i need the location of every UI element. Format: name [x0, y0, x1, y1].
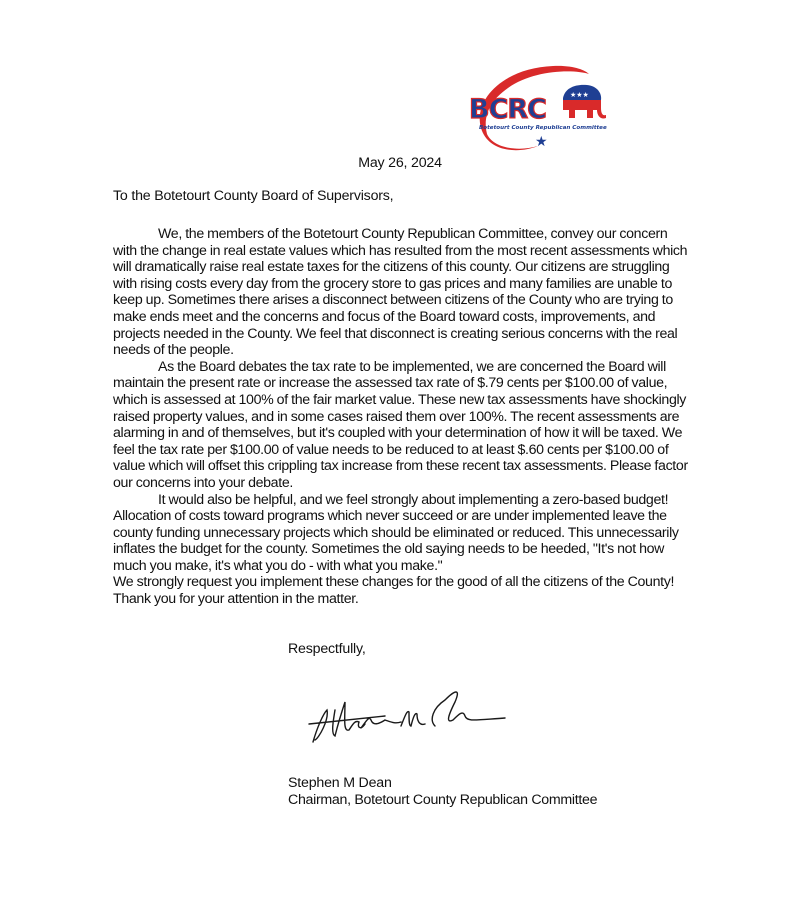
- signer-title: Chairman, Botetourt County Republican Committee: [288, 792, 598, 808]
- signer-name: Stephen M Dean: [288, 775, 392, 791]
- paragraph-zero-based-budget: It would also be helpful, and we feel strongly about implementing a zero-based budget! Allocation of costs toward programs which never succeed or are under implemented leave the county funding unnecessary projects which should be eliminated or reduced. This unnecessarily inflates the budget for the county. Sometimes the old saying needs to be heeded, "It's not how much you make, it's what you do - with what you make.": [113, 491, 679, 574]
- bcrc-logo: [463, 60, 608, 155]
- salutation: To the Botetourt County Board of Supervisors,: [113, 188, 394, 204]
- logo-acronym: BCRC: [469, 94, 546, 125]
- logo-subtitle: Botetourt County Republican Committee: [479, 125, 607, 131]
- thanks-line: Thank you for your attention in the matter.: [113, 591, 359, 608]
- paragraph-concern: We, the members of the Botetourt County Republican Committee, convey our concern with the change in real estate values which has resulted from the most recent assessments which will dramatically raise real estate taxes for the citizens of this county. Our citizens are struggling with rising costs every day from the grocery store to gas prices and many families are unable to keep up. Sometimes there arises a disconnect between citizens of the County who are trying to make ends meet and the concerns and focus of the Board toward costs, improvements, and projects needed in the County. We feel that disconnect is creating serious concerns with the real needs of the people.: [113, 226, 688, 359]
- letter-date: May 26, 2024: [358, 155, 442, 171]
- elephant-icon: [563, 85, 606, 119]
- svg-text:★★★: ★★★: [570, 91, 589, 99]
- paragraph-tax-rate: As the Board debates the tax rate to be implemented, we are concerned the Board will maintain the present rate or increase the assessed tax rate of $.79 cents per $100.00 of value, which is assessed at 100% of the fair market value. These new tax assessments have shockingly raised property values, and in some cases raised them over 100%. The recent assessments are alarming in and of themselves, but it's coupled with your determination of how it will be taxed. We feel the tax rate per $100.00 of value needs to be reduced to at least $.60 cents per $100.00 of value which will offset this crippling tax increase from these recent tax assessments. Please factor our concerns into your debate.: [113, 358, 688, 491]
- closing: Respectfully,: [288, 641, 366, 657]
- signature-image: [305, 680, 515, 750]
- request-line: We strongly request you implement these changes for the good of all the citizens of the County!: [113, 574, 675, 591]
- star-icon: ★: [535, 134, 548, 150]
- letter-body: [113, 226, 693, 608]
